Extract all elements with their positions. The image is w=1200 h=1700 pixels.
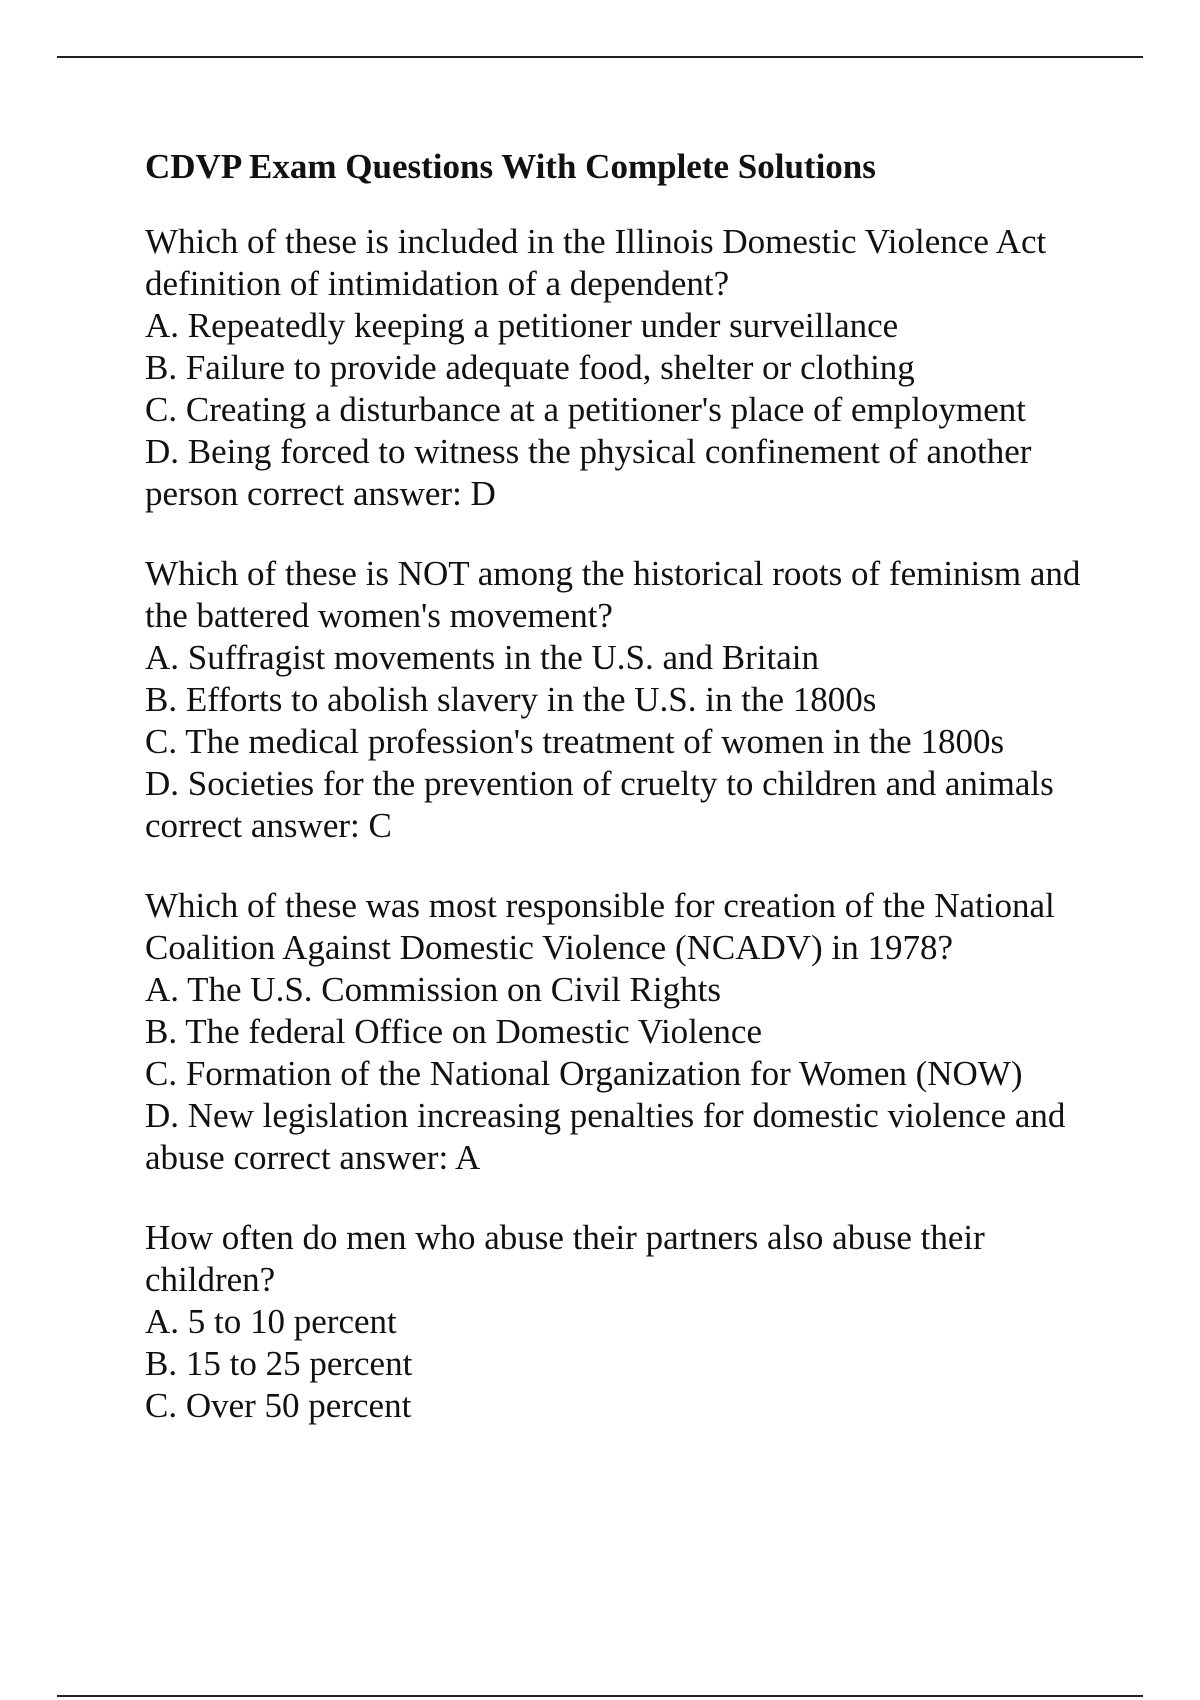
- question-stem: Which of these is included in the Illinois Domestic Violence Act definition of intimidation of a dependent?: [145, 222, 1047, 303]
- option-a: A. The U.S. Commission on Civil Rights: [145, 970, 721, 1009]
- document-body: [145, 145, 1105, 1465]
- option-a: A. 5 to 10 percent: [145, 1302, 397, 1341]
- option-d: D. New legislation increasing penalties for domestic violence and abuse correct answer: A: [145, 1096, 1066, 1177]
- option-c: C. The medical profession's treatment of women in the 1800s: [145, 722, 1005, 761]
- question-stem: Which of these is NOT among the historical roots of feminism and the battered women's movement?: [145, 554, 1081, 635]
- option-c: C. Creating a disturbance at a petitioner's place of employment: [145, 390, 1027, 429]
- option-a: A. Repeatedly keeping a petitioner under surveillance: [145, 306, 899, 345]
- option-c: C. Over 50 percent: [145, 1386, 412, 1425]
- option-b: B. Failure to provide adequate food, shelter or clothing: [145, 348, 915, 387]
- header-rule: [57, 56, 1143, 58]
- question-2: [145, 553, 1105, 847]
- question-stem: How often do men who abuse their partners also abuse their children?: [145, 1218, 985, 1299]
- question-4: [145, 1217, 1105, 1427]
- option-b: B. 15 to 25 percent: [145, 1344, 413, 1383]
- option-b: B. The federal Office on Domestic Violence: [145, 1012, 762, 1051]
- document-title: CDVP Exam Questions With Complete Solutions: [145, 147, 876, 186]
- option-d: D. Being forced to witness the physical confinement of another person correct answer: D: [145, 432, 1032, 513]
- question-stem: Which of these was most responsible for creation of the National Coalition Against Domestic Violence (NCADV) in 1978?: [145, 886, 1055, 967]
- footer-rule: [57, 1695, 1143, 1697]
- option-c: C. Formation of the National Organization for Women (NOW): [145, 1054, 1023, 1093]
- question-1: [145, 221, 1105, 515]
- option-b: B. Efforts to abolish slavery in the U.S. in the 1800s: [145, 680, 877, 719]
- question-3: [145, 885, 1105, 1179]
- option-a: A. Suffragist movements in the U.S. and Britain: [145, 638, 820, 677]
- option-d: D. Societies for the prevention of cruelty to children and animals correct answer: C: [145, 764, 1054, 845]
